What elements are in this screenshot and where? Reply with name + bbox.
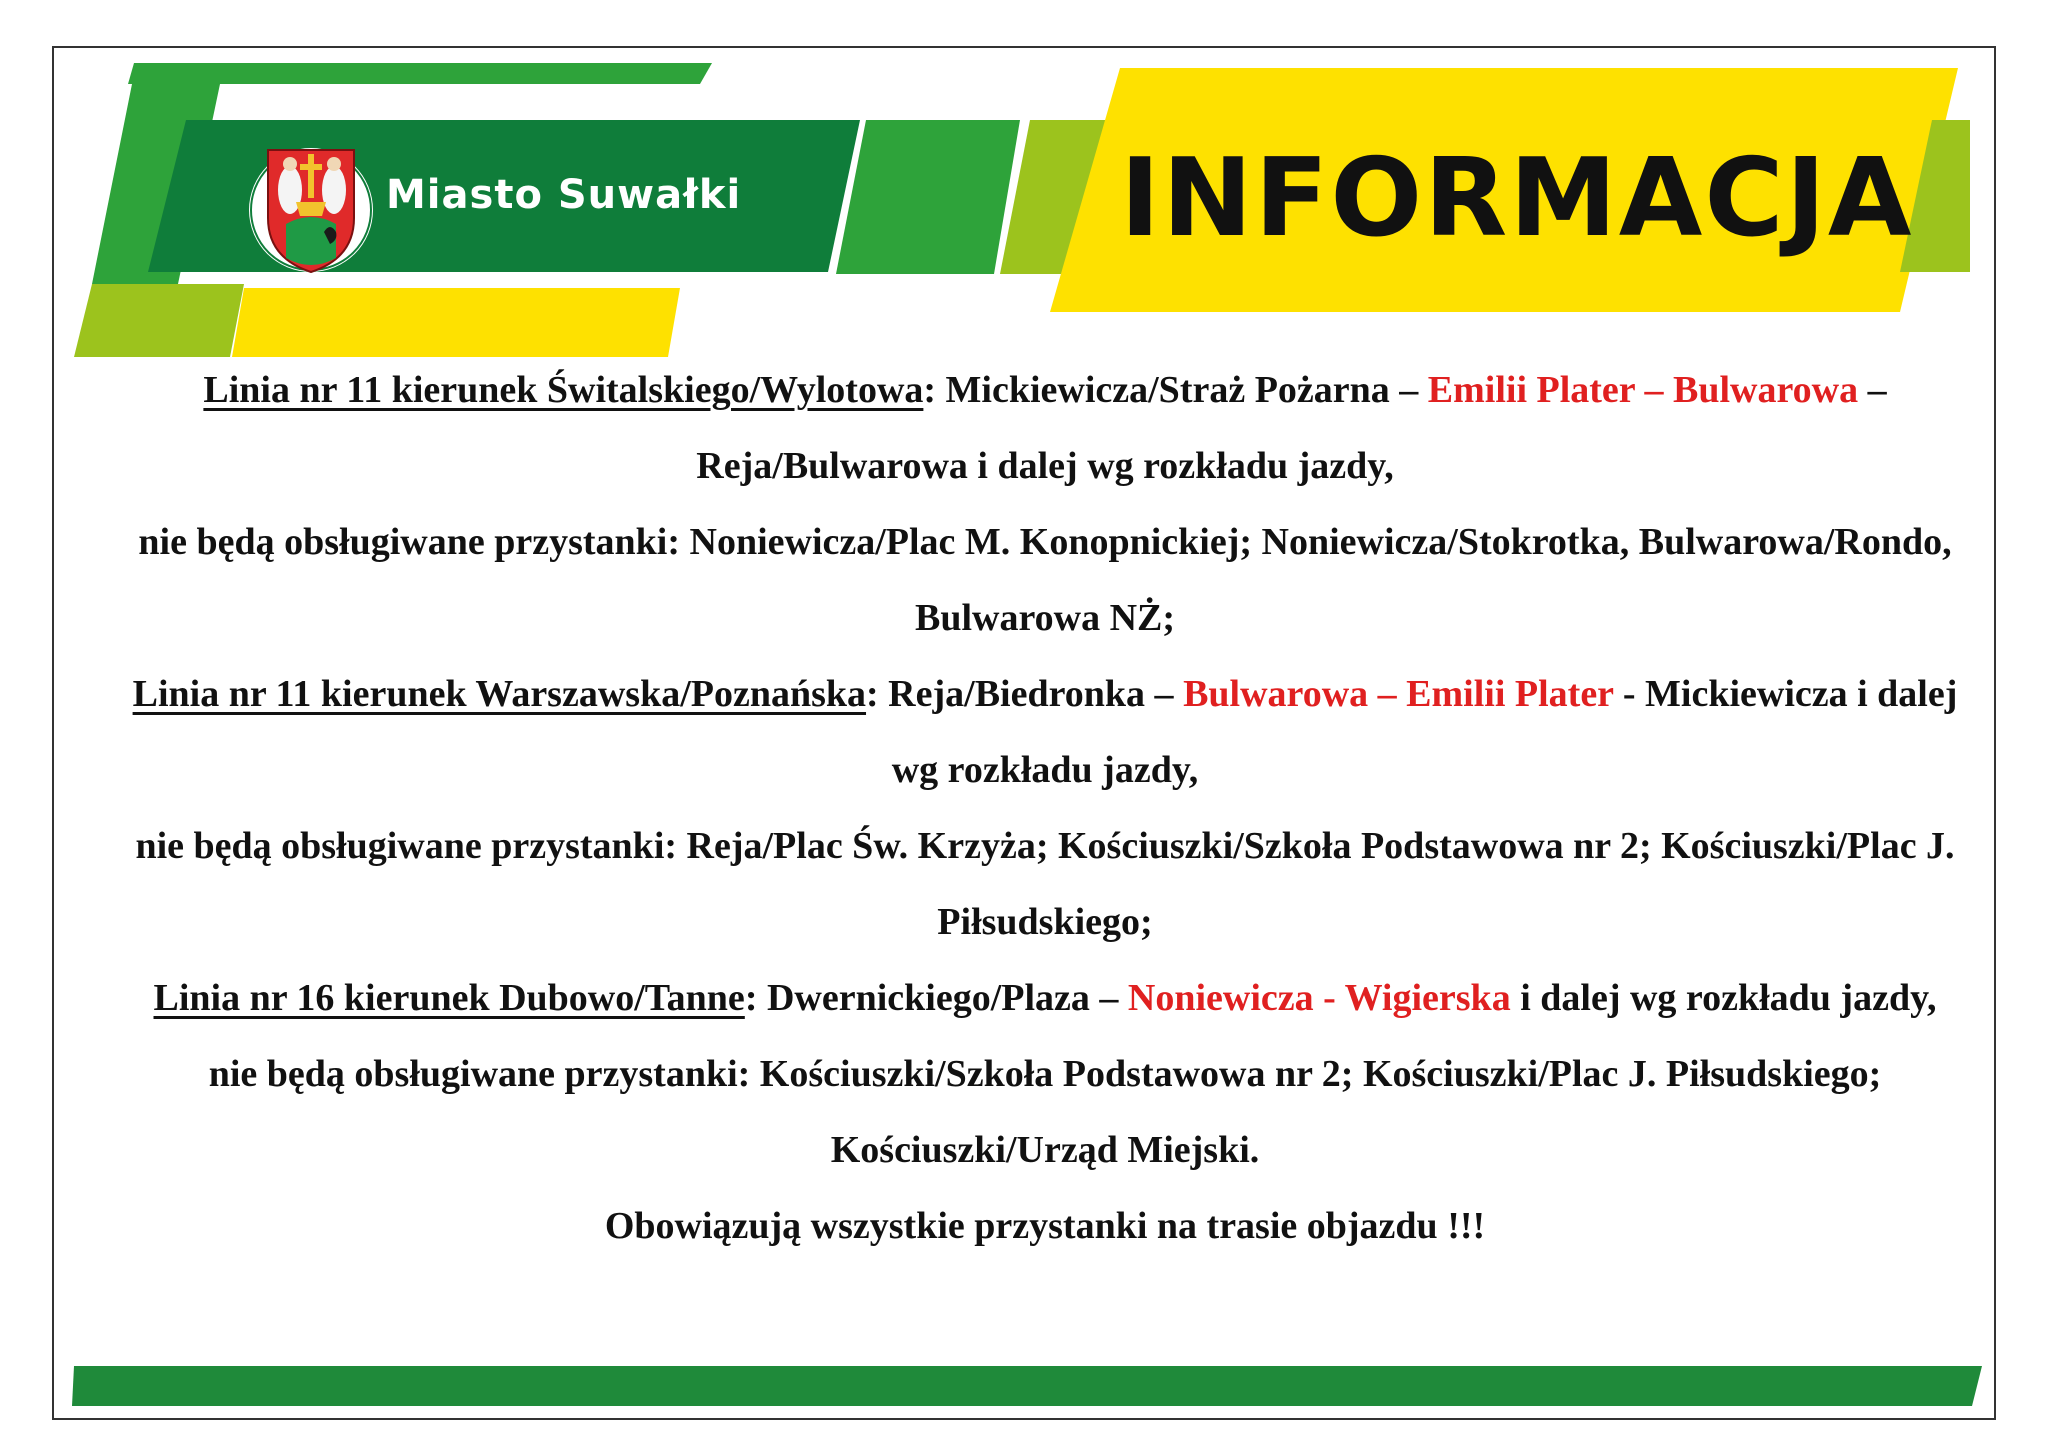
block2-skipped: nie będą obsługiwane przystanki: Reja/Plac Św. Krzyża; Kościuszki/Szkoła Podstawowa nr 2; Kościuszki/Plac J. Piłsudskiego; xyxy=(135,825,1955,943)
closing-note: Obowiązują wszystkie przystanki na trasie objazdu !!! xyxy=(604,1205,1486,1247)
block3-route-a: : Dwernickiego/Plaza – xyxy=(744,977,1128,1019)
block3-line-label: Linia nr 16 kierunek Dubowo/Tanne xyxy=(153,977,745,1019)
block1-route-red: Emilii Plater – Bulwarowa xyxy=(1427,369,1859,411)
block1-skipped: nie będą obsługiwane przystanki: Noniewicza/Plac M. Konopnickiej; Noniewicza/Stokrotka, Bulwarowa/Rondo, Bulwarowa NŻ; xyxy=(138,521,1952,639)
brand-name: Miasto Suwałki xyxy=(386,172,742,218)
block2-route-red: Bulwarowa – Emilii Plater xyxy=(1183,673,1614,715)
block2-route-a: : Reja/Biedronka – xyxy=(866,673,1184,715)
block1-route-b: – Reja/Bulwarowa i dalej wg rozkładu jazdy, xyxy=(696,369,1887,487)
notice-content xyxy=(120,352,1970,1264)
info-title: INFORMACJA xyxy=(1120,136,1914,261)
block1-line-label: Linia nr 11 kierunek Świtalskiego/Wylotowa xyxy=(203,369,924,411)
block1-route xyxy=(120,352,1970,504)
block3-route-b: i dalej wg rozkładu jazdy, xyxy=(1510,977,1937,1019)
block3-route-red: Noniewicza - Wigierska xyxy=(1127,977,1511,1019)
footer-stripe xyxy=(0,1360,2048,1415)
block3-route xyxy=(120,960,1970,1036)
block2-line-label: Linia nr 11 kierunek Warszawska/Poznańska xyxy=(132,673,867,715)
block3-skipped: nie będą obsługiwane przystanki: Kościuszki/Szkoła Podstawowa nr 2; Kościuszki/Plac J. Piłsudskiego; Kościuszki/Urząd Miejski. xyxy=(208,1053,1882,1171)
block2-route xyxy=(120,656,1970,808)
block2-route-b: - Mickiewicza i dalej wg rozkładu jazdy, xyxy=(891,673,1958,791)
header-banner xyxy=(0,0,2048,380)
block1-route-a: : Mickiewicza/Straż Pożarna – xyxy=(923,369,1428,411)
